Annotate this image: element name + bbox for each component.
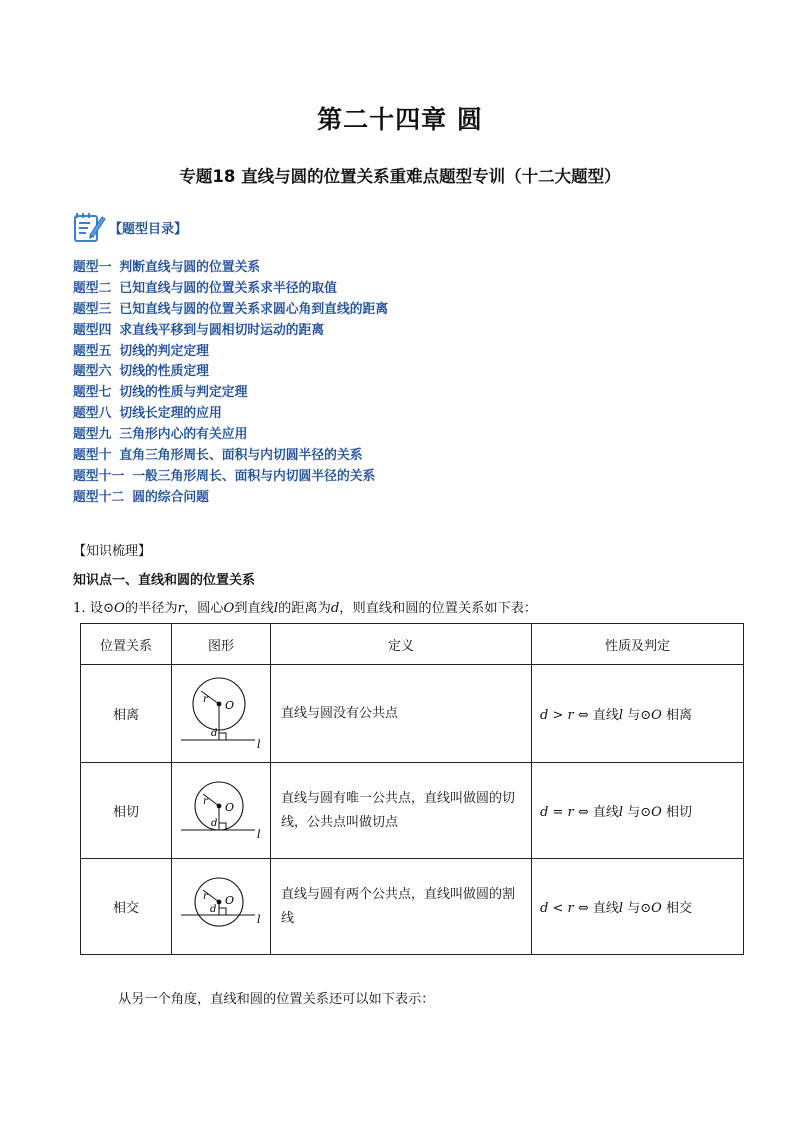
fig-l-label: l	[257, 912, 261, 926]
figure-cell	[172, 665, 271, 763]
chapter-title: 第二十四章 圆	[317, 105, 483, 134]
toc-list	[73, 258, 388, 509]
table-row	[81, 665, 744, 763]
toc-item[interactable]: 题型九 三角形内心的有关应用	[73, 427, 248, 443]
header-cell: 定义	[271, 624, 532, 665]
toc-item[interactable]: 题型十二 圆的综合问题	[73, 489, 209, 505]
fig-o-label: O	[225, 698, 235, 712]
figure-cell	[172, 859, 271, 955]
fig-d-label: d	[211, 727, 218, 739]
toc-item[interactable]: 题型五 切线的判定定理	[73, 343, 209, 359]
toc-item[interactable]: 题型六 切线的性质定理	[73, 364, 209, 380]
header-cell: 性质及判定	[532, 624, 744, 665]
table-row	[81, 763, 744, 859]
property-cell: d = r ⇔ 直线l 与⊙O 相切	[532, 763, 744, 859]
fig-l-label: l	[257, 827, 261, 841]
toc-item[interactable]: 题型四 求直线平移到与圆相切时运动的距离	[73, 322, 325, 338]
table-header-row	[81, 624, 744, 665]
toc-item[interactable]: 题型二 已知直线与圆的位置关系求半径的取值	[73, 280, 337, 296]
separate-figure	[175, 672, 267, 752]
definition-cell: 直线与圆没有公共点	[271, 665, 532, 763]
table-row	[81, 859, 744, 955]
fig-o-label: O	[225, 893, 235, 907]
intro-sentence: 1. 设⊙O的半径为r，圆心O到直线l的距离为d，则直线和圆的位置关系如下表：	[73, 601, 538, 616]
toc-item[interactable]: 题型八 切线长定理的应用	[73, 406, 222, 422]
fig-r-label: r	[203, 890, 208, 902]
property-cell: d > r ⇔ 直线l 与⊙O 相离	[532, 665, 744, 763]
relation-cell: 相离	[81, 665, 172, 763]
header-cell: 图形	[172, 624, 271, 665]
fig-r-label: r	[203, 795, 208, 807]
topic-title: 专题18 直线与圆的位置关系重难点题型专训（十二大题型）	[179, 167, 621, 186]
toc-item[interactable]: 题型三 已知直线与圆的位置关系求圆心角到直线的距离	[73, 301, 389, 317]
toc-item[interactable]: 题型十 直角三角形周长、面积与内切圆半径的关系	[73, 448, 363, 464]
fig-o-label: O	[225, 800, 235, 814]
toc-label: 【题型目录】	[109, 221, 188, 237]
definition-cell: 直线与圆有唯一公共点，直线叫做圆的切线，公共点叫做切点	[271, 763, 532, 859]
intersect-figure	[175, 870, 267, 940]
definition-cell: 直线与圆有两个公共点，直线叫做圆的割线	[271, 859, 532, 955]
toc-header	[73, 210, 187, 244]
knowledge-heading: 【知识梳理】	[73, 544, 152, 559]
fig-d-label: d	[210, 903, 217, 915]
toc-item[interactable]: 题型七 切线的性质与判定定理	[73, 385, 248, 401]
fig-r-label: r	[203, 693, 208, 705]
section-title: 知识点一、直线和圆的位置关系	[73, 573, 256, 588]
header-cell: 位置关系	[81, 624, 172, 665]
fig-d-label: d	[211, 817, 218, 829]
relation-cell: 相交	[81, 859, 172, 955]
relation-table	[80, 623, 744, 955]
fig-l-label: l	[257, 737, 261, 751]
tangent-figure	[175, 774, 267, 844]
footer-sentence: 从另一个角度，直线和圆的位置关系还可以如下表示：	[118, 992, 435, 1007]
circle-o-symbol: ⊙O	[102, 601, 125, 616]
notepad-pencil-icon	[73, 211, 107, 243]
figure-cell	[172, 763, 271, 859]
toc-item[interactable]: 题型一 判断直线与圆的位置关系	[73, 260, 261, 275]
toc-item[interactable]: 题型十一 一般三角形周长、面积与内切圆半径的关系	[73, 468, 376, 484]
property-cell: d < r ⇔ 直线l 与⊙O 相交	[532, 859, 744, 955]
relation-cell: 相切	[81, 763, 172, 859]
